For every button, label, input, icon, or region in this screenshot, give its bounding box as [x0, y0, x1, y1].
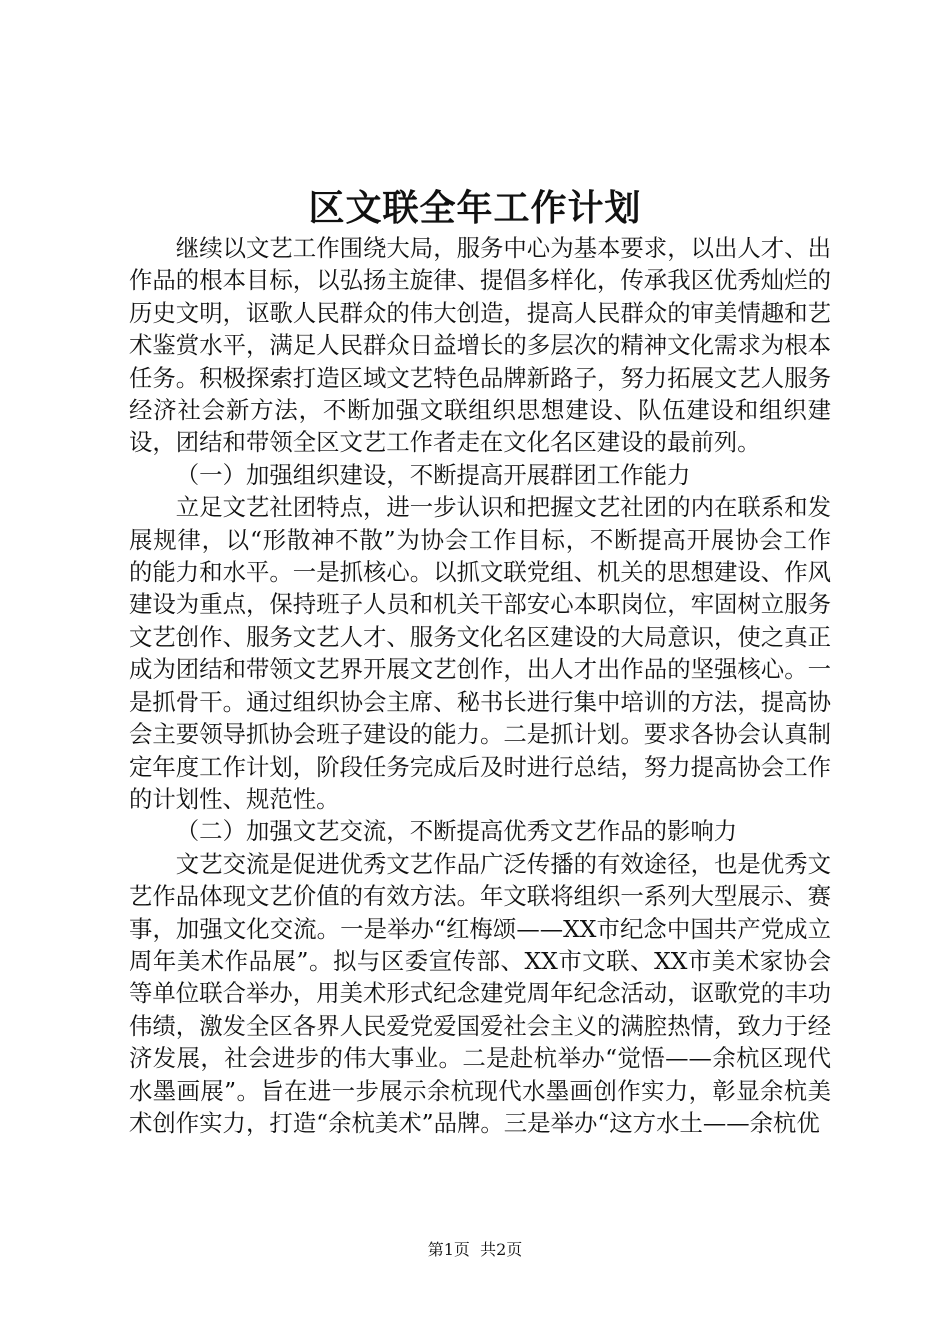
- page-number: 第1页: [427, 1240, 470, 1259]
- document-title: 区文联全年工作计划: [308, 187, 642, 229]
- page-total: 共2页: [480, 1240, 523, 1259]
- paragraph-intro: 继续以文艺工作围绕大局，服务中心为基本要求，以出人才、出作品的根本目标，以弘扬主旋律、提倡多样化，传承我区优秀灿烂的历史文明，讴歌人民群众的伟大创造，提高人民群众的审美情趣和艺术鉴赏水平，满足人民群众日益增长的多层次的精神文化需求为根本任务。积极探索打造区域文艺特色品牌新路子，努力拓展文艺人服务经济社会新方法，不断加强文联组织思想建设、队伍建设和组织建设，团结和带领全区文艺工作者走在文化名区建设的最前列。: [129, 234, 831, 457]
- paragraph-section-1: 立足文艺社团特点，进一步认识和把握文艺社团的内在联系和发展规律，以“形散神不散”为协会工作目标，不断提高开展协会工作的能力和水平。一是抓核心。以抓文联党组、机关的思想建设、作风建设为重点，保持班子人员和机关干部安心本职岗位，牢固树立服务文艺创作、服务文艺人才、服务文化名区建设的大局意识，使之真正成为团结和带领文艺界开展文艺创作，出人才出作品的坚强核心。一是抓骨干。通过组织协会主席、秘书长进行集中培训的方法，提高协会主要领导抓协会班子建设的能力。二是抓计划。要求各协会认真制定年度工作计划，阶段任务完成后及时进行总结，努力提高协会工作的计划性、规范性。: [129, 493, 831, 813]
- document-body: [129, 232, 831, 1139]
- section-heading-2: （二）加强文艺交流，不断提高优秀文艺作品的影响力: [175, 817, 738, 846]
- page-footer: [0, 1239, 950, 1261]
- section-heading-1: （一）加强组织建设，不断提高开展群团工作能力: [175, 460, 691, 489]
- paragraph-section-2: 文艺交流是促进优秀文艺作品广泛传播的有效途径，也是优秀文艺作品体现文艺价值的有效方法。年文联将组织一系列大型展示、赛事，加强文化交流。一是举办“红梅颂——XX市纪念中国共产党成立周年美术作品展”。拟与区委宣传部、XX市文联、XX市美术家协会等单位联合举办，用美术形式纪念建党周年纪念活动，讴歌党的丰功伟绩，激发全区各界人民爱党爱国爱社会主义的满腔热情，致力于经济发展，社会进步的伟大事业。二是赴杭举办“觉悟——余杭区现代水墨画展”。旨在进一步展示余杭现代水墨画创作实力，彰显余杭美术创作实力，打造“余杭美术”品牌。三是举办“这方水土——余杭优: [129, 849, 831, 1137]
